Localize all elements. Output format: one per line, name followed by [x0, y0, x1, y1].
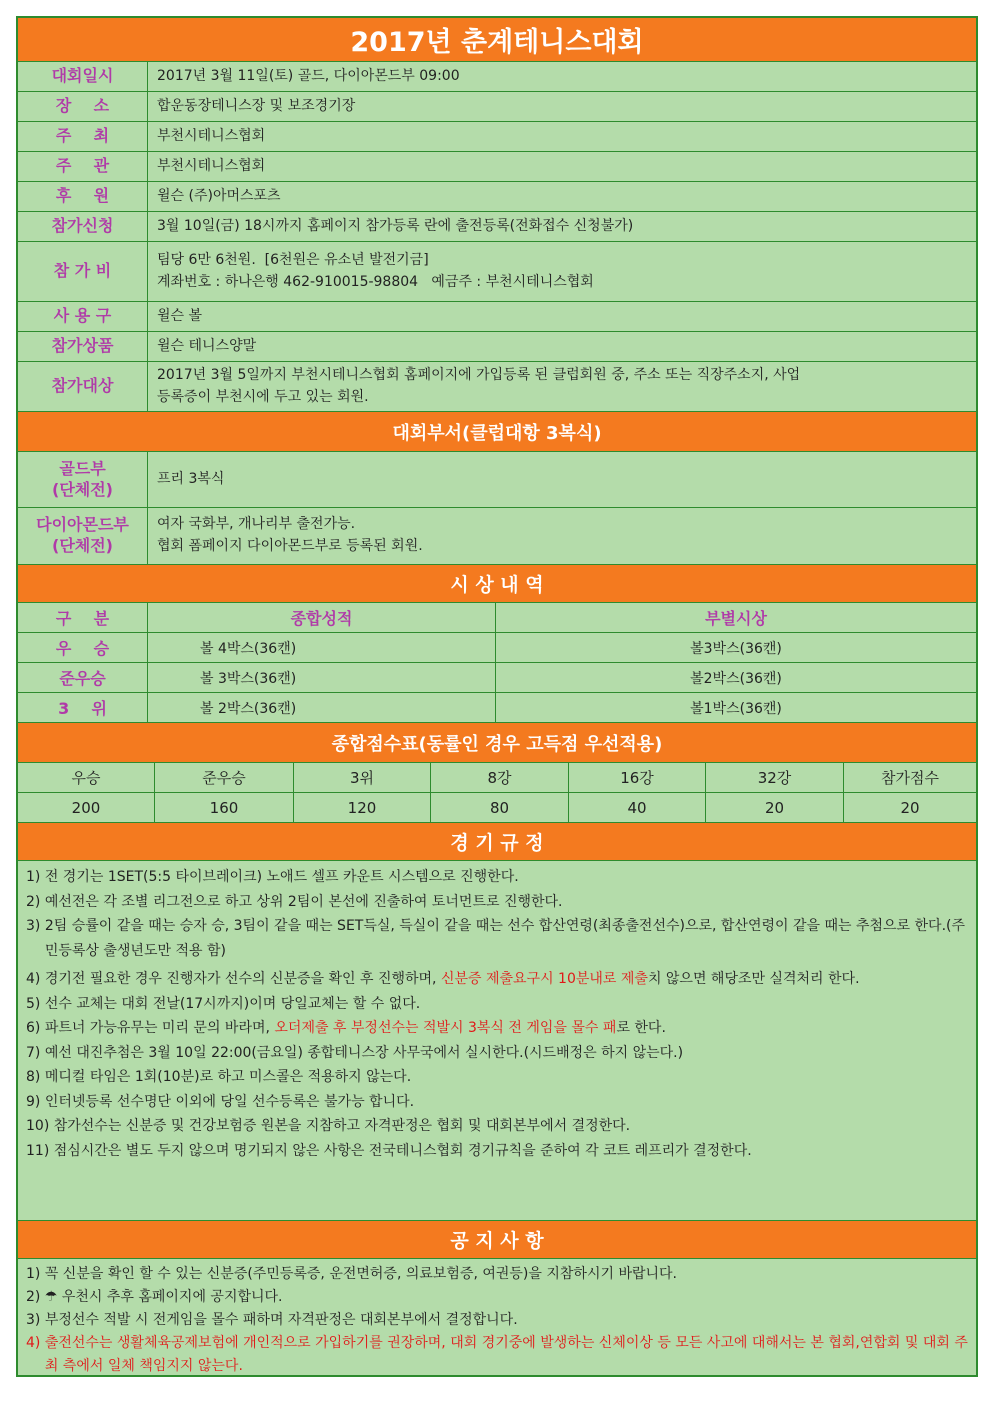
division-name: 다이아몬드부 — [36, 515, 129, 535]
points-cell: 16강 — [569, 763, 706, 792]
list-item-text — [45, 967, 968, 992]
division-value — [149, 452, 976, 507]
list-item-number: 6) — [26, 1020, 45, 1036]
awards-rank: 준우승 — [18, 663, 148, 692]
points-title-text: 종합점수표(동률인 경우 고득점 우선적용) — [331, 733, 663, 755]
division-value — [149, 508, 976, 564]
list-item — [26, 1065, 968, 1090]
awards-prize: 볼2박스(36캔) — [690, 670, 782, 687]
info-row — [18, 212, 976, 242]
points-cell: 40 — [569, 793, 706, 822]
info-value-line: 윌슨 볼 — [157, 307, 203, 324]
list-item-segment: 신분증 제출요구시 10분내로 제출 — [440, 971, 648, 987]
list-item — [26, 1016, 968, 1041]
division-row — [18, 508, 976, 565]
list-item-number: 4) — [26, 971, 45, 987]
list-item — [26, 992, 968, 1017]
info-row — [18, 122, 976, 152]
list-item-text — [45, 1016, 968, 1041]
divisions-title — [18, 412, 976, 452]
list-item — [26, 1263, 968, 1286]
list-item-number: 9) — [26, 1093, 45, 1110]
info-value-line: 팀당 6만 6천원. [6천원은 유소년 발전기금] — [157, 251, 429, 268]
info-value-line: 윌슨 테니스양말 — [157, 337, 257, 354]
info-value-line: 부천시테니스협회 — [157, 127, 266, 144]
awards-title — [18, 565, 976, 603]
division-value-line: 협회 폼페이지 다이아몬드부로 등록된 회원. — [157, 538, 423, 554]
info-label: 참가대상 — [18, 362, 148, 411]
notice-list — [18, 1259, 976, 1375]
info-row — [18, 332, 976, 362]
rules-list — [18, 861, 976, 1221]
list-item-text — [54, 1114, 968, 1139]
info-value-line: 윌슨 (주)아머스포츠 — [157, 187, 281, 204]
info-row — [18, 242, 976, 302]
list-item-text — [45, 865, 968, 890]
points-title — [18, 723, 976, 763]
divisions-title-text: 대회부서(클럽대항 3복식) — [392, 422, 602, 444]
list-item-number: 10) — [26, 1118, 54, 1134]
info-label: 참 가 비 — [18, 242, 148, 301]
awards-prize: 볼1박스(36캔) — [690, 700, 782, 717]
info-row — [18, 62, 976, 92]
list-item-number: 4) — [26, 1335, 45, 1351]
info-value — [149, 92, 976, 121]
list-item-segment: 메디컬 타임은 1회(10분)로 하고 미스콜은 적용하지 않는다. — [44, 1069, 412, 1085]
list-item-number: 2) — [26, 1289, 45, 1305]
info-label: 사 용 구 — [18, 302, 148, 331]
info-value — [149, 152, 976, 181]
info-value-line: 2017년 3월 5일까지 부천시테니스협회 홈페이지에 가입등록 된 클럽회원 중, 주소 또는 직장주소지, 사업 — [157, 366, 801, 383]
awards-prize: 볼 2박스(36캔) — [148, 693, 496, 722]
points-cell: 우승 — [18, 763, 155, 792]
points-cell: 3위 — [294, 763, 431, 792]
list-item-segment: 전 경기는 1SET(5:5 타이브레이크) 노애드 셀프 카운트 시스템으로 진행한다. — [44, 869, 519, 885]
list-item-number: 5) — [26, 995, 45, 1012]
list-item-segment: 예선 대진추첨은 3월 10일 22:00(금요일) 종합테니스장 사무국에서 실시한다.(시드배정은 하지 않는다.) — [44, 1044, 684, 1061]
list-item-number: 7) — [26, 1044, 45, 1061]
division-label — [18, 508, 148, 564]
list-item-number: 2) — [26, 893, 45, 910]
list-item-number: 11) — [26, 1142, 54, 1159]
list-item — [26, 1114, 968, 1139]
list-item-segment: 점심시간은 별도 두지 않으며 명기되지 않은 사항은 전국테니스협회 경기규칙을 준하여 각 코트 레프리가 결정한다. — [53, 1142, 752, 1159]
tournament-sheet — [16, 16, 978, 1377]
list-item-text — [45, 890, 968, 915]
list-item — [26, 865, 968, 890]
info-value-line: 2017년 3월 11일(토) 골드, 다이아몬드부 09:00 — [157, 67, 460, 84]
info-row — [18, 302, 976, 332]
awards-row — [18, 693, 976, 723]
info-label: 주 최 — [18, 122, 148, 151]
list-item-text — [45, 1090, 968, 1115]
list-item-text — [45, 1065, 968, 1090]
info-value — [149, 302, 976, 331]
list-item-segment: 경기전 필요한 경우 진행자가 선수의 신분증을 확인 후 진행하며, — [44, 971, 441, 987]
notice-title — [18, 1221, 976, 1259]
points-cell: 20 — [900, 798, 920, 817]
list-item-text — [45, 1332, 968, 1378]
list-item — [26, 914, 968, 963]
list-item-number: 3) — [26, 918, 45, 934]
list-item-segment: 꼭 신분을 확인 할 수 있는 신분증(주민등록증, 운전면허증, 의료보험증, 여권등)을 지참하시기 바랍니다. — [44, 1266, 677, 1282]
list-item-segment: 참가선수는 신분증 및 건강보험증 원본을 지참하고 자격판정은 협회 및 대회본부에서 결정한다. — [53, 1118, 631, 1134]
info-value — [149, 332, 976, 361]
list-item-text — [45, 1263, 968, 1286]
list-item-text — [45, 992, 968, 1017]
list-item-number: 1) — [26, 1266, 45, 1282]
list-item-segment: 치 않으면 해당조만 실격처리 한다. — [647, 971, 860, 987]
list-item-segment: 인터넷등록 선수명단 이외에 당일 선수등록은 불가능 합니다. — [44, 1093, 415, 1110]
division-label — [18, 452, 148, 507]
rules-title — [18, 823, 976, 861]
points-cell: 준우승 — [155, 763, 294, 792]
info-row — [18, 92, 976, 122]
list-item-number: 1) — [26, 869, 45, 885]
info-row — [18, 362, 976, 412]
points-cell: 참가점수 — [881, 769, 939, 787]
division-name: 골드부 — [59, 458, 106, 478]
list-item-text — [45, 914, 968, 963]
list-item-text — [45, 1286, 968, 1309]
awards-header-cell: 구 분 — [18, 603, 148, 632]
list-item-segment: 로 한다. — [616, 1020, 666, 1036]
list-item — [26, 1332, 968, 1378]
division-type: (단체전) — [52, 536, 113, 555]
awards-header-row — [18, 603, 976, 633]
points-cell: 80 — [431, 793, 569, 822]
list-item-segment: 출전선수는 생활체육공제보험에 개인적으로 가입하기를 권장하며, 대회 경기중에 발생하는 신체이상 등 모든 사고에 대해서는 본 협회,연합회 및 대회 주최 측에서 일체 책임지지 않는다. — [44, 1335, 968, 1374]
points-cell: 8강 — [431, 763, 569, 792]
awards-header-cell: 종합성적 — [148, 603, 496, 632]
list-item — [26, 1286, 968, 1309]
page-title-text: 2017년 춘계테니스대회 — [350, 27, 644, 58]
awards-row — [18, 633, 976, 663]
list-item-text — [45, 1041, 968, 1066]
info-label: 주 관 — [18, 152, 148, 181]
list-item-segment: ☂ 우천시 추후 홈페이지에 공지합니다. — [44, 1289, 283, 1305]
list-item — [26, 1090, 968, 1115]
info-value — [149, 212, 976, 241]
info-row — [18, 152, 976, 182]
awards-rank: 우 승 — [18, 633, 148, 662]
info-value-line: 등록증이 부천시에 두고 있는 회원. — [157, 388, 369, 405]
info-value — [149, 182, 976, 211]
awards-prize: 볼3박스(36캔) — [690, 640, 782, 657]
division-type: (단체전) — [52, 479, 113, 499]
list-item — [26, 967, 968, 992]
list-item-text — [54, 1139, 968, 1164]
points-header-row — [18, 763, 976, 793]
points-cell: 20 — [706, 793, 844, 822]
list-item-text — [45, 1309, 968, 1332]
info-value-line: 합운동장테니스장 및 보조경기장 — [157, 97, 356, 114]
division-row — [18, 452, 976, 508]
list-item-number: 8) — [26, 1069, 45, 1085]
info-label: 후 원 — [18, 182, 148, 211]
list-item-segment: 2팀 승률이 같을 때는 승자 승, 3팀이 같을 때는 SET득실, 득실이 같을 때는 선수 합산연령(최종출전선수)으로, 합산연령이 같을 때는 추첨으로 한다.(주민등록상 출생년도만 적용 함) — [44, 918, 966, 959]
info-value — [149, 242, 976, 301]
page-title — [18, 18, 976, 62]
list-item — [26, 1139, 968, 1164]
info-label: 대회일시 — [18, 62, 148, 91]
list-item — [26, 1309, 968, 1332]
awards-prize: 볼 3박스(36캔) — [148, 663, 496, 692]
info-value — [149, 362, 976, 411]
list-item-segment: 부정선수 적발 시 전게임을 몰수 패하며 자격판정은 대회본부에서 결정합니다. — [44, 1312, 518, 1328]
points-cell: 120 — [294, 793, 431, 822]
points-cell: 160 — [155, 793, 294, 822]
list-item-segment: 선수 교체는 대회 전날(17시까지)이며 당일교체는 할 수 없다. — [44, 995, 421, 1012]
list-item — [26, 890, 968, 915]
info-label: 참가상품 — [18, 332, 148, 361]
list-item — [26, 1041, 968, 1066]
notice-title-text: 공 지 사 항 — [450, 1230, 544, 1252]
awards-prize: 볼 4박스(36캔) — [148, 633, 496, 662]
list-item-segment: 예선전은 각 조별 리그전으로 하고 상위 2팀이 본선에 진출하여 토너먼트로 진행한다. — [44, 893, 563, 910]
info-label: 장 소 — [18, 92, 148, 121]
info-value — [149, 122, 976, 151]
list-item-segment: 오더제출 후 부정선수는 적발시 3복식 전 게임을 몰수 패 — [274, 1020, 617, 1036]
info-value — [149, 62, 976, 91]
points-value-row — [18, 793, 976, 823]
points-cell: 32강 — [706, 763, 844, 792]
info-value-line: 계좌번호 : 하나은행 462-910015-98804 예금주 : 부천시테니스협회 — [157, 273, 594, 290]
awards-rank: 3 위 — [18, 693, 148, 722]
division-value-line: 프리 3복식 — [157, 470, 225, 487]
info-row — [18, 182, 976, 212]
rules-title-text: 경 기 규 정 — [450, 832, 544, 854]
awards-header-cell: 부별시상 — [705, 609, 767, 628]
awards-row — [18, 663, 976, 693]
division-value-line: 여자 국화부, 개나리부 출전가능. — [157, 516, 356, 533]
info-value-line: 부천시테니스협회 — [157, 157, 266, 174]
list-item-segment: 파트너 가능유무는 미리 문의 바라며, — [44, 1020, 275, 1036]
info-label: 참가신청 — [18, 212, 148, 241]
points-cell: 200 — [18, 793, 155, 822]
list-item-number: 3) — [26, 1312, 45, 1328]
info-value-line: 3월 10일(금) 18시까지 홈페이지 참가등록 란에 출전등록(전화접수 신청불가) — [157, 217, 634, 234]
awards-title-text: 시 상 내 역 — [450, 574, 544, 596]
